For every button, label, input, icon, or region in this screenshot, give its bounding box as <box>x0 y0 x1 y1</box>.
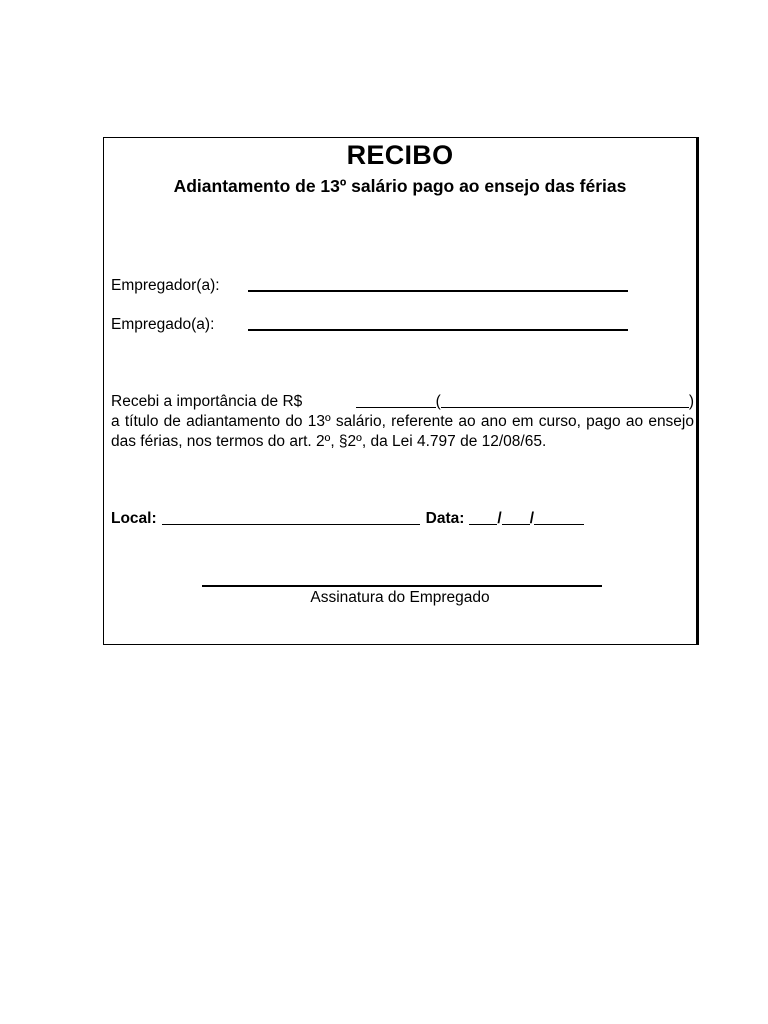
local-blank-line <box>162 523 420 525</box>
employee-field <box>111 316 628 334</box>
signature-line <box>202 585 602 587</box>
receipt-document <box>103 137 699 645</box>
local-date-row <box>111 510 584 528</box>
receipt-title: RECIBO <box>346 140 454 170</box>
employee-blank-line <box>248 328 628 331</box>
statement-first-line <box>111 392 694 412</box>
open-paren: ( <box>435 393 441 410</box>
employer-field <box>111 277 628 295</box>
statement-amount-blanks <box>356 392 694 412</box>
receipt-statement <box>111 392 694 452</box>
date-separator-2: / <box>529 510 535 527</box>
employer-label: Empregador(a): <box>111 277 220 294</box>
signature-label: Assinatura do Empregado <box>310 589 490 606</box>
amount-blank-line <box>356 406 436 408</box>
statement-amount-text: Recebi a importância de R$ <box>111 393 303 410</box>
employer-blank-line <box>248 289 628 292</box>
amount-words-blank-line <box>441 406 689 408</box>
date-month-blank <box>502 523 530 525</box>
receipt-subtitle: Adiantamento de 13º salário pago ao ensejo das férias <box>173 176 627 196</box>
date-day-blank <box>469 523 497 525</box>
employee-label: Empregado(a): <box>111 316 215 333</box>
date-label: Data: <box>425 510 465 527</box>
close-paren: ) <box>688 393 694 410</box>
local-label: Local: <box>111 510 157 527</box>
date-separator-1: / <box>497 510 502 527</box>
statement-body: a título de adiantamento do 13º salário, referente ao ano em curso, pago ao ensejo das férias, nos termos do art. 2º, §2º, da Lei 4.797 de 12/08/65. <box>111 413 694 450</box>
date-year-blank <box>534 523 584 525</box>
